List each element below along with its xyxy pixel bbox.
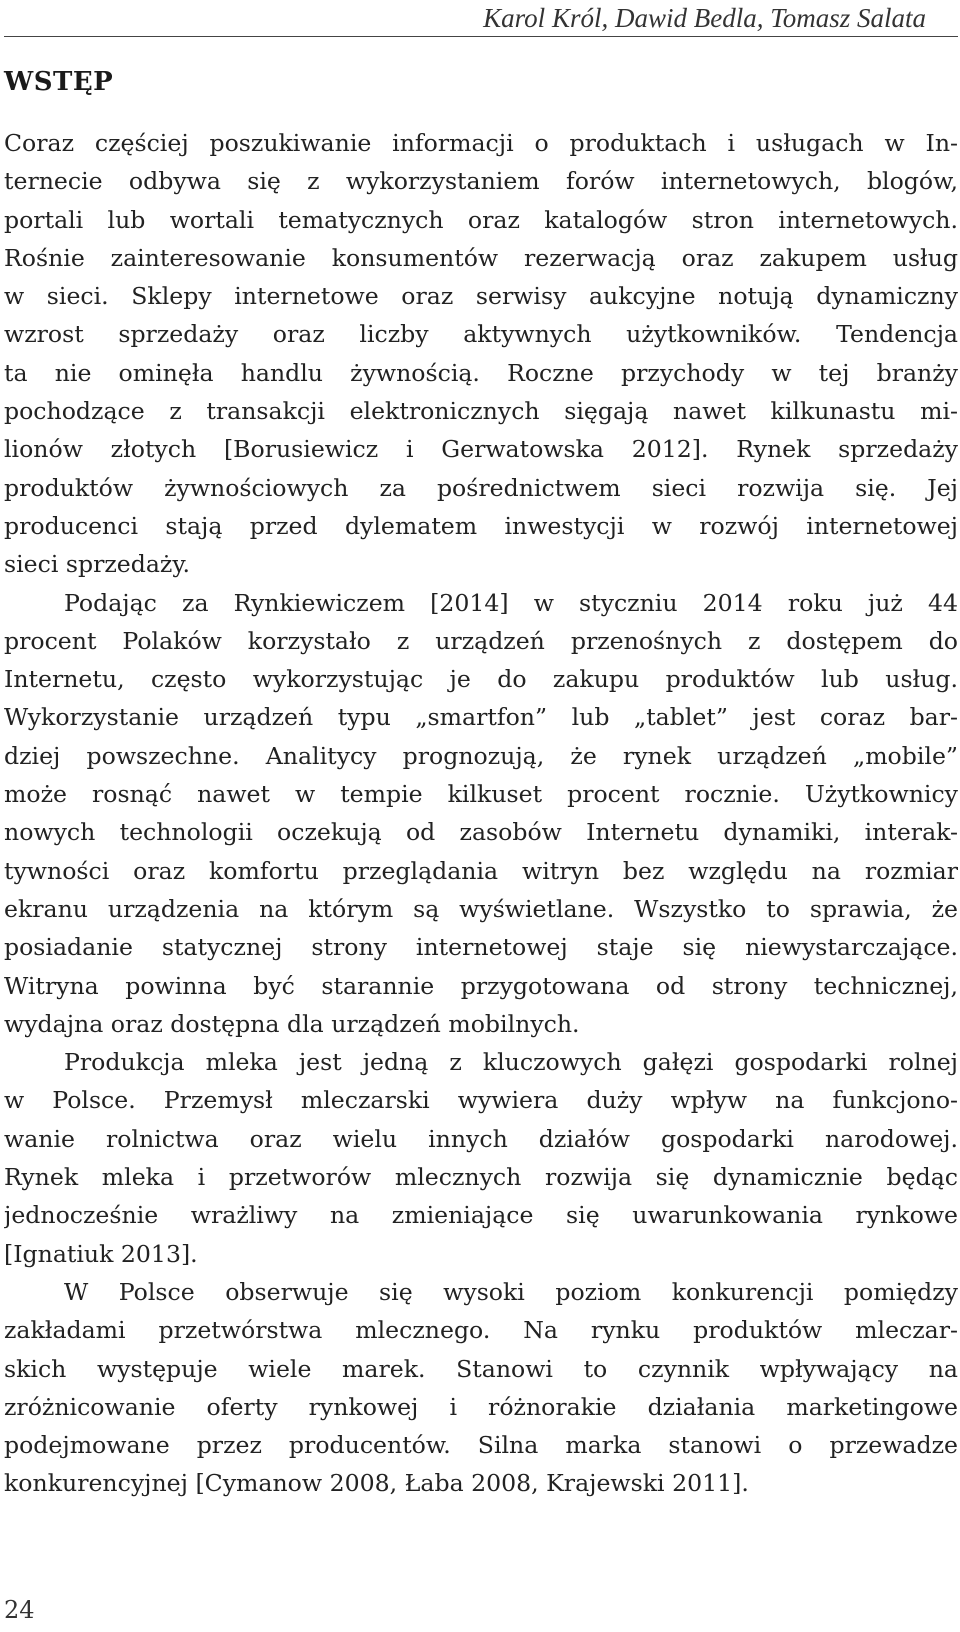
- text-line: nowych technologii oczekują od zasobów Internetu dynamiki, interak-: [4, 818, 958, 847]
- text-line: procent Polaków korzystało z urządzeń przenośnych z dostępem do: [4, 626, 958, 655]
- page-number: 24: [4, 1596, 35, 1624]
- text-line: portali lub wortali tematycznych oraz katalogów stron internetowych.: [4, 205, 958, 234]
- text-line: Wykorzystanie urządzeń typu „smartfon” lub „tablet” jest coraz bar-: [4, 703, 958, 732]
- section-title: WSTĘP: [4, 67, 114, 97]
- text-line: podejmowane przez producentów. Silna marka stanowi o przewadze: [4, 1431, 958, 1460]
- text-line: ternecie odbywa się z wykorzystaniem forów internetowych, blogów,: [4, 167, 958, 196]
- text-line: sieci sprzedaży.: [4, 550, 191, 579]
- text-line: wzrost sprzedaży oraz liczby aktywnych użytkowników. Tendencja: [4, 320, 958, 349]
- text-line: pochodzące z transakcji elektronicznych sięgają nawet kilkunastu mi-: [4, 397, 958, 426]
- text-line: zróżnicowanie oferty rynkowej i różnorakie działania marketingowe: [4, 1392, 958, 1421]
- text-line: jednocześnie wrażliwy na zmieniające się uwarunkowania rynkowe: [4, 1201, 958, 1230]
- text-line: wydajna oraz dostępna dla urządzeń mobilnych.: [4, 1009, 580, 1038]
- text-line: Rośnie zainteresowanie konsumentów rezerwacją oraz zakupem usług: [4, 243, 958, 272]
- text-line: Rynek mleka i przetworów mlecznych rozwija się dynamicznie będąc: [4, 1163, 958, 1192]
- text-line: w sieci. Sklepy internetowe oraz serwisy aukcyjne notują dynamiczny: [4, 282, 958, 311]
- text-line: ekranu urządzenia na którym są wyświetlane. Wszystko to sprawia, że: [4, 894, 958, 923]
- text-line: ta nie ominęła handlu żywnością. Roczne przychody w tej branży: [4, 358, 958, 387]
- text-line: posiadanie statycznej strony internetowej staje się niewystarczające.: [4, 933, 958, 962]
- text-line: Produkcja mleka jest jedną z kluczowych gałęzi gospodarki rolnej: [64, 1048, 958, 1077]
- text-line: [Ignatiuk 2013].: [4, 1239, 198, 1268]
- text-line: Internetu, często wykorzystując je do zakupu produktów lub usług.: [4, 665, 958, 694]
- text-line: Coraz częściej poszukiwanie informacji o produktach i usługach w In-: [4, 129, 958, 157]
- body-text: [4, 124, 958, 1503]
- text-line: zakładami przetwórstwa mlecznego. Na rynku produktów mleczar-: [4, 1316, 958, 1345]
- text-line: wanie rolnictwa oraz wielu innych działów gospodarki narodowej.: [4, 1124, 958, 1153]
- text-line: lionów złotych [Borusiewicz i Gerwatowska 2012]. Rynek sprzedaży: [4, 435, 958, 464]
- text-line: Witryna powinna być starannie przygotowana od strony technicznej,: [4, 971, 958, 1000]
- text-line: produktów żywnościowych za pośrednictwem sieci rozwija się. Jej: [4, 473, 958, 502]
- text-line: w Polsce. Przemysł mleczarski wywiera duży wpływ na funkcjono-: [4, 1086, 958, 1115]
- text-line: konkurencyjnej [Cymanow 2008, Łaba 2008, Krajewski 2011].: [4, 1469, 749, 1498]
- text-line: Podając za Rynkiewiczem [2014] w styczniu 2014 roku już 44: [64, 588, 958, 617]
- text-line: dziej powszechne. Analitycy prognozują, że rynek urządzeń „mobile”: [4, 741, 958, 770]
- running-head-authors: Karol Król, Dawid Bedla, Tomasz Salata: [483, 3, 926, 33]
- text-line: W Polsce obserwuje się wysoki poziom konkurencji pomiędzy: [64, 1277, 958, 1306]
- text-line: może rosnąć nawet w tempie kilkuset procent rocznie. Użytkownicy: [4, 780, 958, 809]
- text-line: tywności oraz komfortu przeglądania witryn bez względu na rozmiar: [4, 856, 958, 885]
- text-line: producenci stają przed dylematem inwestycji w rozwój internetowej: [4, 511, 958, 540]
- header-rule: [4, 36, 958, 37]
- text-line: skich występuje wiele marek. Stanowi to czynnik wpływający na: [4, 1354, 958, 1383]
